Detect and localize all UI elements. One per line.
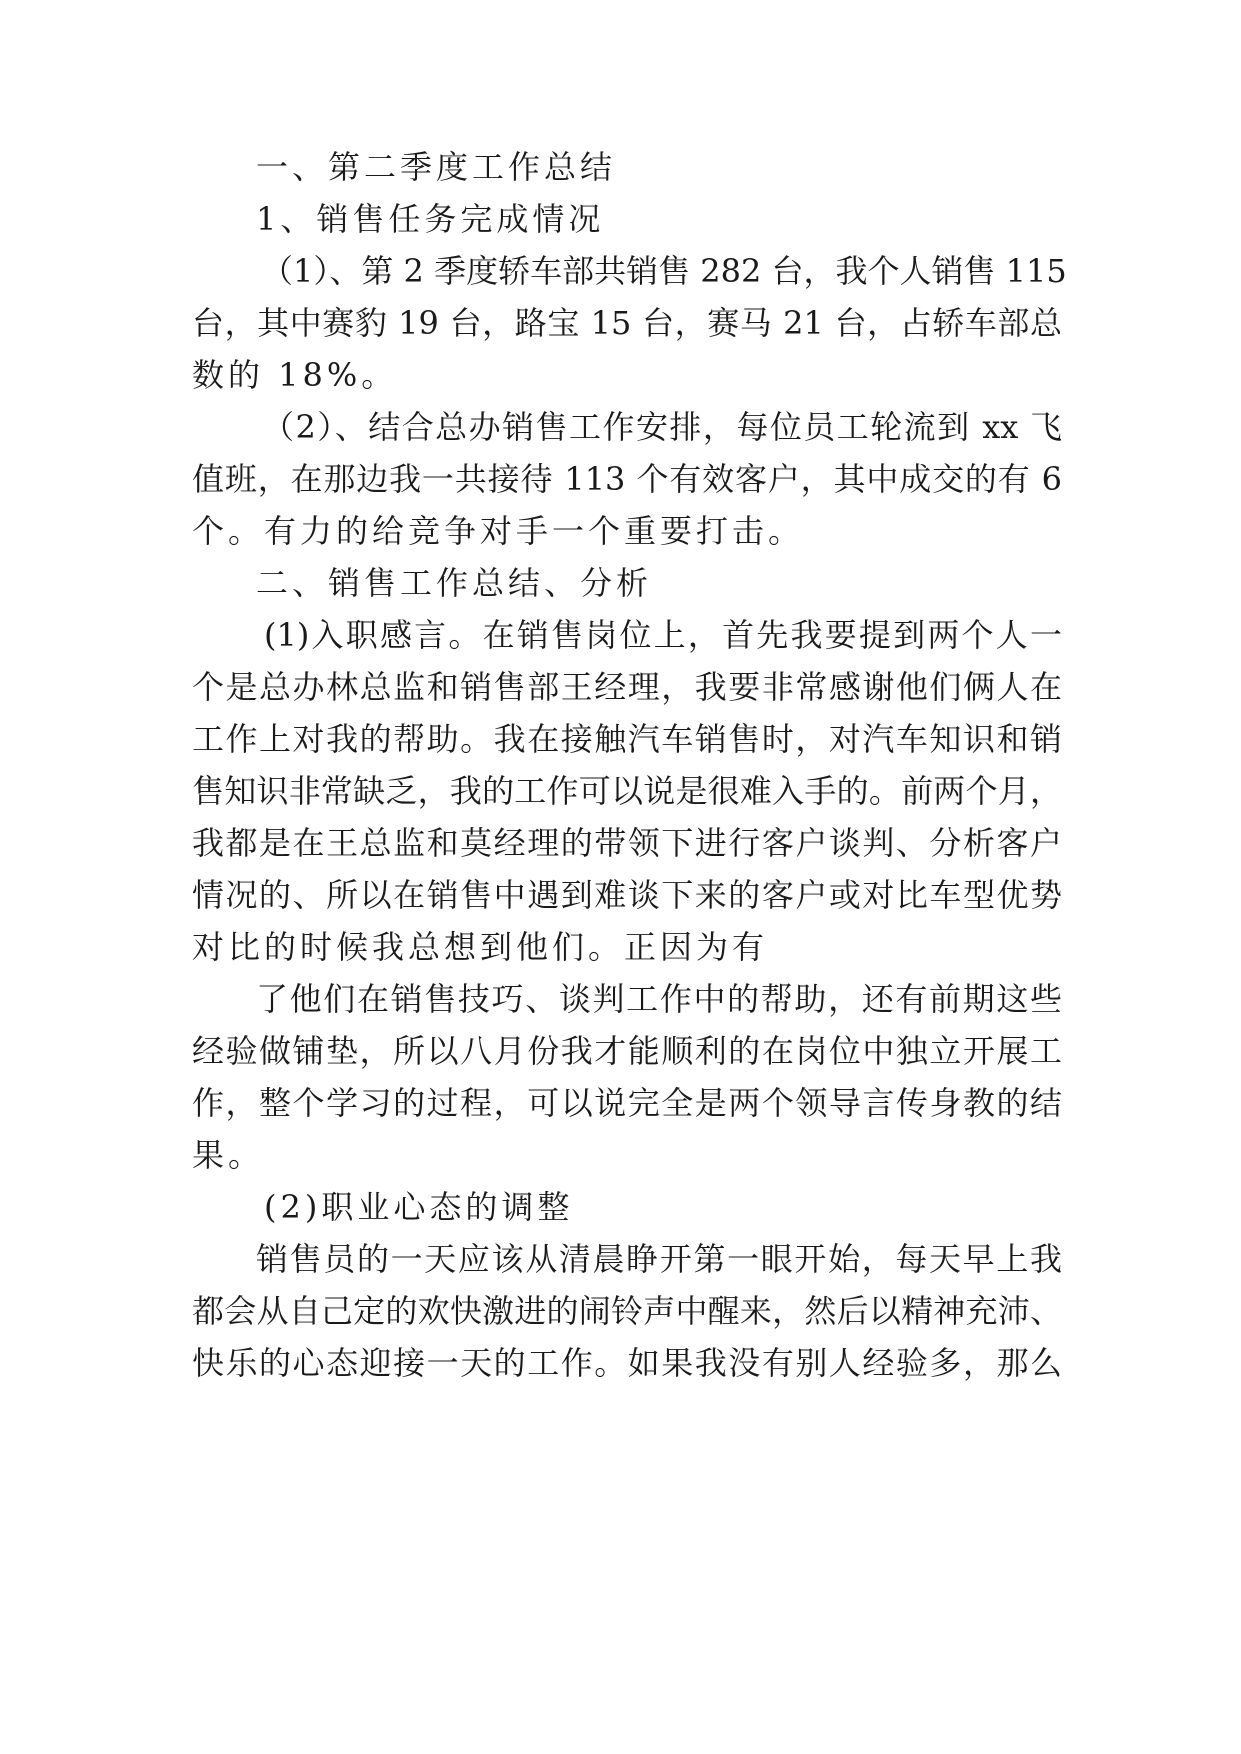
paragraph-line: 数的 18%。 bbox=[192, 356, 398, 394]
paragraph-line: 情况的、所以在销售中遇到难谈下来的客户或对比车型优势 bbox=[192, 876, 1062, 914]
paragraph-line: 工作上对我的帮助。我在接触汽车销售时，对汽车知识和销 bbox=[192, 720, 1062, 758]
paragraph-line: 都会从自己定的欢快激进的闹铃声中醒来，然后以精神充沛、 bbox=[192, 1292, 1062, 1330]
paragraph-line: 个是总办林总监和销售部王经理，我要非常感谢他们俩人在 bbox=[192, 668, 1062, 706]
paragraph-line: (1)入职感言。在销售岗位上，首先我要提到两个人一 bbox=[264, 616, 1062, 654]
paragraph-line: （1）、第 2 季度轿车部共销售 282 台，我个人销售 115 bbox=[261, 252, 1067, 290]
heading-q2-summary: 一、第二季度工作总结 bbox=[256, 148, 617, 186]
paragraph-line: 值班，在那边我一共接待 113 个有效客户，其中成交的有 6 bbox=[192, 460, 1062, 498]
paragraph-line: 经验做铺垫，所以八月份我才能顺利的在岗位中独立开展工 bbox=[192, 1032, 1062, 1070]
heading-sales-analysis: 二、销售工作总结、分析 bbox=[256, 564, 653, 602]
paragraph-line: 快乐的心态迎接一天的工作。如果我没有别人经验多，那么 bbox=[192, 1344, 1062, 1382]
paragraph-line: 作，整个学习的过程，可以说完全是两个领导言传身教的结 bbox=[192, 1084, 1062, 1122]
paragraph-line: 台，其中赛豹 19 台，路宝 15 台，赛马 21 台，占轿车部总 bbox=[192, 304, 1062, 342]
paragraph-line: 果。 bbox=[192, 1136, 265, 1174]
subheading-sales-tasks: 1、销售任务完成情况 bbox=[256, 200, 605, 238]
paragraph-line: 售知识非常缺乏，我的工作可以说是很难入手的。前两个月， bbox=[192, 772, 1062, 810]
subheading-mindset: (2)职业心态的调整 bbox=[264, 1188, 574, 1226]
paragraph-line: 对比的时候我总想到他们。正因为有 bbox=[192, 928, 769, 966]
paragraph-line: 我都是在王总监和莫经理的带领下进行客户谈判、分析客户 bbox=[192, 824, 1062, 862]
paragraph-line: 了他们在销售技巧、谈判工作中的帮助，还有前期这些 bbox=[256, 980, 1062, 1018]
paragraph-line: （2）、结合总办销售工作安排，每位员工轮流到 xx 飞 bbox=[262, 408, 1062, 446]
paragraph-line: 个。有力的给竞争对手一个重要打击。 bbox=[192, 512, 805, 550]
paragraph-line: 销售员的一天应该从清晨睁开第一眼开始，每天早上我 bbox=[256, 1240, 1062, 1278]
